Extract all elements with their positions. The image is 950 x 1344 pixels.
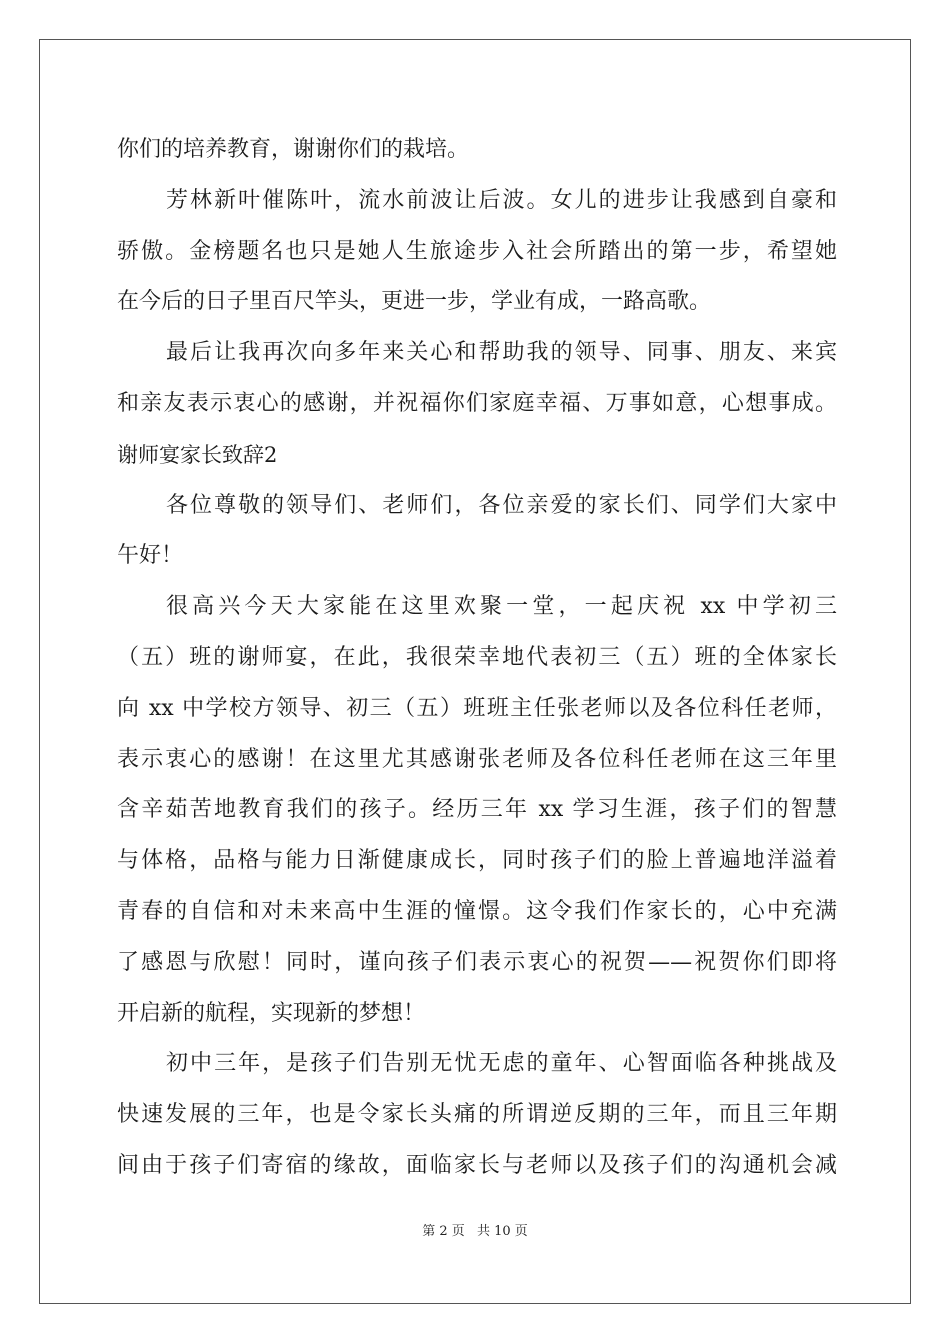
text-line: 与体格，品格与能力日渐健康成长，同时孩子们的脸上普遍地洋溢着: [117, 848, 837, 874]
text-line: 骄傲。金榜题名也只是她人生旅途步入社会所踏出的第一步，希望她: [117, 238, 837, 264]
text-line: 青春的自信和对未来高中生涯的憧憬。这令我们作家长的，心中充满: [117, 898, 837, 924]
text-line: 初中三年，是孩子们告别无忧无虑的童年、心智面临各种挑战及: [166, 1051, 837, 1077]
page-footer: [0, 1220, 950, 1239]
text-line: （五）班的谢师宴，在此，我很荣幸地代表初三（五）班的全体家长: [117, 644, 837, 670]
text-line: 间由于孩子们寄宿的缘故，面临家长与老师以及孩子们的沟通机会减: [117, 1152, 837, 1178]
text-line: 最后让我再次向多年来关心和帮助我的领导、同事、朋友、来宾: [166, 340, 837, 366]
text-line: 向 xx 中学校方领导、初三（五）班班主任张老师以及各位科任老师，: [117, 695, 837, 721]
document-body: [117, 125, 837, 1192]
page-number: 第 2 页: [422, 1224, 465, 1239]
text-line: 在今后的日子里百尺竿头，更进一步，学业有成，一路高歌。: [117, 289, 712, 315]
text-line: 芳林新叶催陈叶，流水前波让后波。女儿的进步让我感到自豪和: [166, 187, 837, 213]
text-line: 你们的培养教育，谢谢你们的栽培。: [117, 137, 470, 162]
text-line: 开启新的航程，实现新的梦想！: [117, 1000, 426, 1026]
text-line: 各位尊敬的领导们、老师们，各位亲爱的家长们、同学们大家中: [166, 492, 837, 518]
text-line: 含辛茹苦地教育我们的孩子。经历三年 xx 学习生涯，孩子们的智慧: [117, 797, 837, 823]
text-line: 快速发展的三年，也是令家长头痛的所谓逆反期的三年，而且三年期: [117, 1102, 837, 1128]
text-line: 午好！: [117, 543, 184, 569]
text-line: 了感恩与欣慰！同时，谨向孩子们表示衷心的祝贺——祝贺你们即将: [117, 949, 837, 975]
text-line: 很高兴今天大家能在这里欢聚一堂，一起庆祝 xx 中学初三: [166, 594, 837, 620]
text-line: 和亲友表示衷心的感谢，并祝福你们家庭幸福、万事如意，心想事成。: [117, 390, 837, 416]
text-line: 表示衷心的感谢！在这里尤其感谢张老师及各位科任老师在这三年里: [117, 746, 837, 772]
section-heading: 谢师宴家长致辞2: [117, 442, 278, 467]
total-pages: 共 10 页: [476, 1224, 528, 1239]
